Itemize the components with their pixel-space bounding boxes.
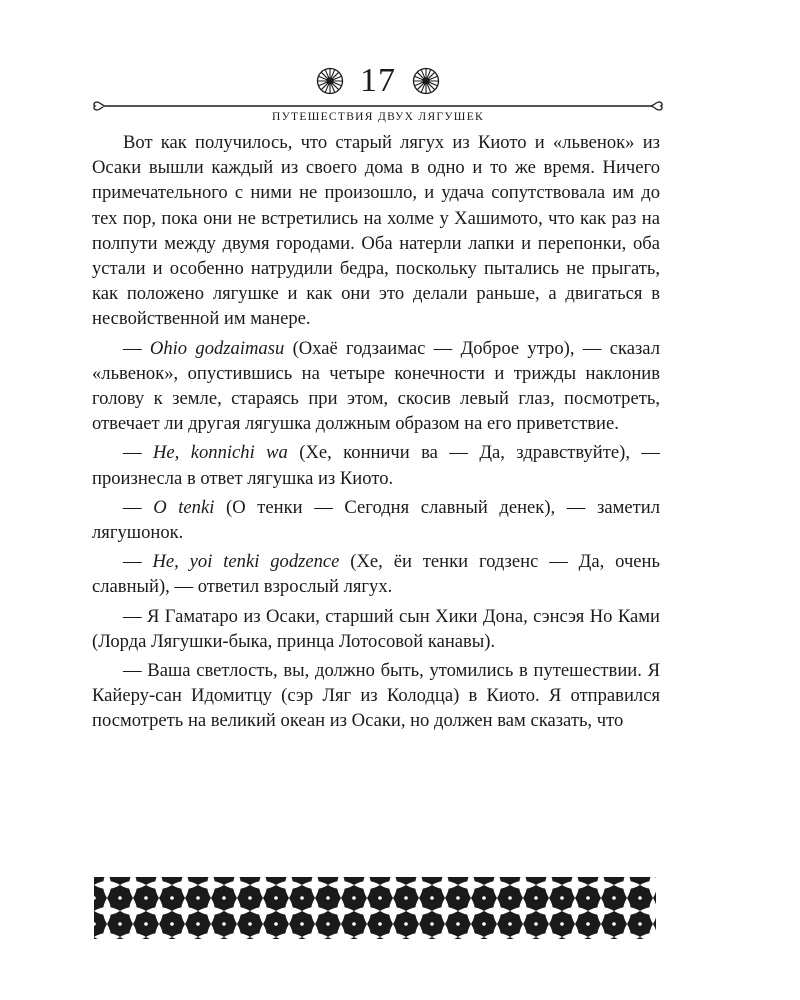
paragraph-text: Вот как получилось, что старый лягух из Киото и «львенок» из Осаки вышли каждый из своего дома в одно и то же время. Ничего примечательного с ними не произошло, и удача сопутствовала им до тех пор, пока они не встретились на холме у Хашимото, что как раз на полпути между двумя городами. Оба натерли лапки и перепонки, оба устали и особенно натрудили бедра, поскольку пытались не прыгать, как положено лягушке и как они это делали раньше, а двигаться в несвойственной им манере. (92, 132, 660, 330)
romaji-phrase: He, yoi tenki godzence (152, 551, 340, 573)
paragraph-text: — Я Гаматаро из Осаки, старший сын Хики Дона, сэнсэя Но Ками (Лорда Лягушки-быка, принца Лотосовой канавы). (92, 605, 660, 652)
paragraph (92, 495, 660, 545)
paragraph-text: (Хе, ёи тенки годзенс — Да, очень славный), — ответил взрослый лягух. (92, 551, 660, 598)
romaji-phrase: O tenki (153, 496, 215, 518)
paragraph (92, 604, 660, 654)
rule-end-right-icon (650, 102, 662, 110)
body-text (92, 130, 660, 738)
paragraph (92, 549, 660, 599)
paragraph-text: — (123, 551, 153, 573)
quatrefoil-pattern-border (94, 877, 656, 939)
page-header (92, 62, 664, 124)
page-number-row (92, 62, 664, 100)
page-number: 17 (360, 62, 396, 99)
paragraph (92, 440, 660, 490)
paragraph-text: (Хе, конничи ва — Да, здравствуйте), — произнесла в ответ лягушка из Киото. (92, 442, 660, 489)
paragraph (92, 130, 660, 332)
romaji-phrase: He, konnichi wa (153, 442, 288, 464)
romaji-phrase: Ohio godzaimasu (149, 337, 285, 359)
paragraph-text: (Охаё годзаимас — Доброе утро), — сказал «львенок», опустившись на четыре конечности и трижды наклонив голову к земле, стараясь при этом, скосив левый глаз, посмотреть, отвечает ли другая лягушка должным образом на его приветствие. (92, 337, 660, 435)
wheel-ornament-icon (316, 67, 344, 95)
paragraph (92, 336, 660, 437)
paragraph (92, 658, 660, 734)
wheel-ornament-icon (412, 67, 440, 95)
paragraph-text: — (123, 496, 154, 518)
running-title: ПУТЕШЕСТВИЯ ДВУХ ЛЯГУШЕК (272, 111, 484, 123)
paragraph-text: — Ваша светлость, вы, должно быть, утомились в путешествии. Я Кайеру-сан Идомитцу (сэр Ляг из Колодца) в Киото. Я отправился посмотреть на великий океан из Осаки, но должен вам сказать, что (92, 660, 660, 732)
paragraph-text: — (123, 442, 153, 464)
rule-end-left-icon (94, 102, 106, 110)
paragraph-text: (О тенки — Сегодня славный денек), — заметил лягушонок. (92, 496, 660, 544)
paragraph-text: — (123, 337, 150, 359)
